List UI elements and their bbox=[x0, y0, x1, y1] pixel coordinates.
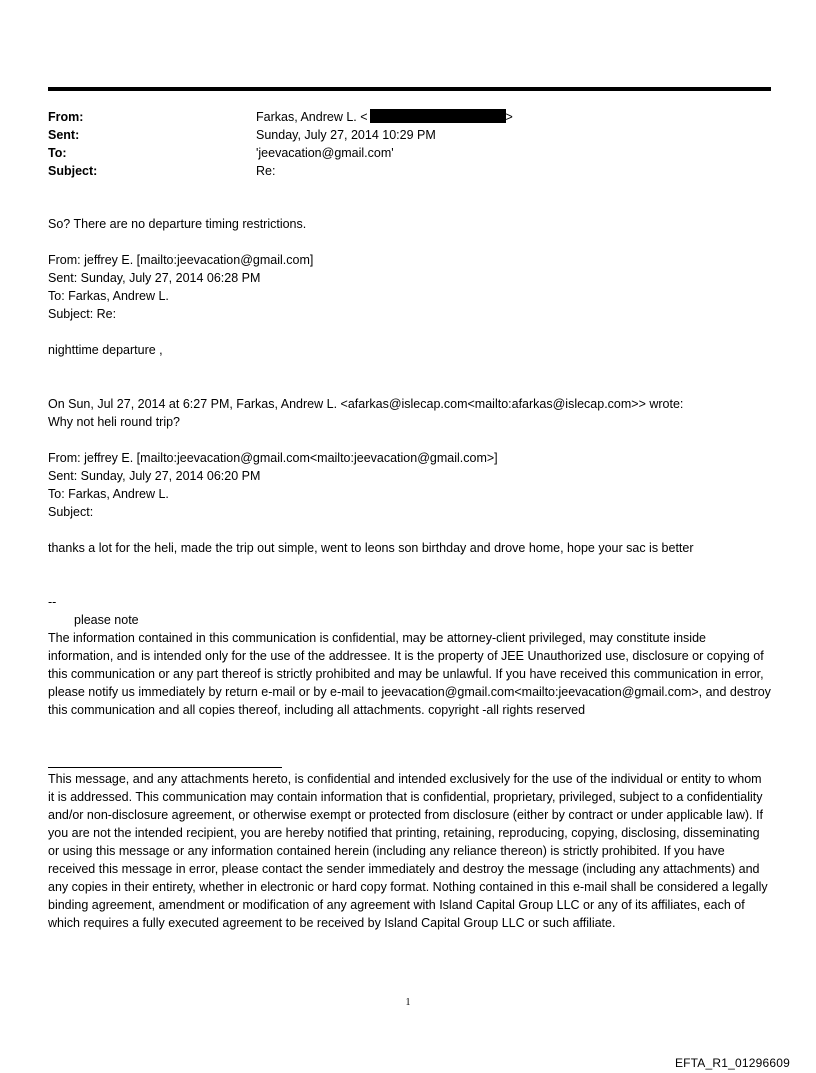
from-bracket: > bbox=[505, 110, 513, 124]
quoted1-to: To: Farkas, Andrew L. bbox=[48, 289, 169, 303]
on-wrote-line: On Sun, Jul 27, 2014 at 6:27 PM, Farkas, Andrew L. <afarkas@islecap.com<mailto:afarkas@islecap.com>> wrote: bbox=[48, 397, 684, 411]
confidential-notice: The information contained in this communication is confidential, may be attorney-client privileged, may constitute inside information, and is intended only for the use of the addressee. It is the property of JEE Unauthorized use, disclosure or copying of this communication or any part thereof is strictly prohibited and may be unlawful. If you have received this communication in error, please notify us immediately by return e-mail or by e-mail to jeevacation@gmail.com<mailto:jeevacation@gmail.com>, and destroy this communication and all copies thereof, including all attachments. copyright -all rights reserved bbox=[48, 631, 771, 717]
redaction-box bbox=[370, 109, 506, 123]
page-number: 1 bbox=[405, 997, 411, 1008]
disclaimer-rule bbox=[48, 767, 282, 768]
heli-question: Why not heli round trip? bbox=[48, 415, 181, 429]
reply-text: So? There are no departure timing restrictions. bbox=[48, 217, 307, 231]
disclaimer-text: This message, and any attachments hereto, is confidential and intended exclusively for the use of the individual or entity to whom it is addressed. This communication may contain information that is confidential, proprietary, privileged, subject to a confidentiality and/or non-disclosure agreement, or otherwise exempt or protected from disclosure (either by contract or under applicable law). If you are not the intended recipient, you are hereby notified that printing, retaining, reproducing, copying, disclosing, disseminating or using this message or any information contained herein (including any reliance thereon) is strictly prohibited. If you have received this message in error, please contact the sender immediately and destroy the message (including any attachments) and any copies in their entirety, whether in electronic or hard copy format. Nothing contained in this e-mail shall be considered a legally binding agreement, amendment or modification of any agreement with Island Capital Group LLC or any of its affiliates, each of which requires a fully executed agreement to be received by Island Capital Group LLC or such affiliate. bbox=[48, 772, 768, 930]
subject-label: Subject: bbox=[48, 164, 98, 178]
quoted1-sent: Sent: Sunday, July 27, 2014 06:28 PM bbox=[48, 271, 261, 285]
quoted1-body bbox=[48, 341, 771, 359]
quoted2-sent: Sent: Sunday, July 27, 2014 06:20 PM bbox=[48, 469, 261, 483]
signature-block bbox=[48, 593, 771, 719]
quoted1-from: From: jeffrey E. [mailto:jeevacation@gmail.com] bbox=[48, 253, 314, 267]
quoted2-to: To: Farkas, Andrew L. bbox=[48, 487, 169, 501]
please-note: please note bbox=[74, 613, 139, 627]
sig-dashes: -- bbox=[48, 595, 57, 609]
subject-value: Re: bbox=[256, 164, 276, 178]
from-label: From: bbox=[48, 110, 84, 124]
quoted2-subject: Subject: bbox=[48, 505, 94, 519]
to-value: 'jeevacation@gmail.com' bbox=[256, 146, 394, 160]
quoted1-body-text: nighttime departure , bbox=[48, 343, 163, 357]
disclaimer-block bbox=[48, 770, 771, 932]
quoted2-body-text: thanks a lot for the heli, made the trip out simple, went to leons son birthday and drove home, hope your sac is better bbox=[48, 541, 694, 555]
quoted-header-1 bbox=[48, 251, 771, 323]
quoted2-from: From: jeffrey E. [mailto:jeevacation@gmail.com<mailto:jeevacation@gmail.com>] bbox=[48, 451, 498, 465]
quoted1-subject: Subject: Re: bbox=[48, 307, 117, 321]
on-wrote-block bbox=[48, 395, 771, 431]
to-row bbox=[48, 144, 771, 162]
header-rule bbox=[48, 87, 771, 91]
bates-number: EFTA_R1_01296609 bbox=[674, 1056, 790, 1070]
to-label: To: bbox=[48, 146, 67, 160]
reply-line bbox=[48, 215, 771, 233]
subject-row bbox=[48, 162, 771, 180]
sent-value: Sunday, July 27, 2014 10:29 PM bbox=[256, 128, 436, 142]
sent-label: Sent: bbox=[48, 128, 80, 142]
from-name: Farkas, Andrew L. < bbox=[256, 110, 368, 124]
from-value bbox=[256, 108, 771, 126]
sent-row bbox=[48, 126, 771, 144]
email-header bbox=[48, 108, 771, 180]
quoted-header-2 bbox=[48, 449, 771, 521]
from-row bbox=[48, 108, 771, 126]
quoted2-body bbox=[48, 539, 771, 557]
